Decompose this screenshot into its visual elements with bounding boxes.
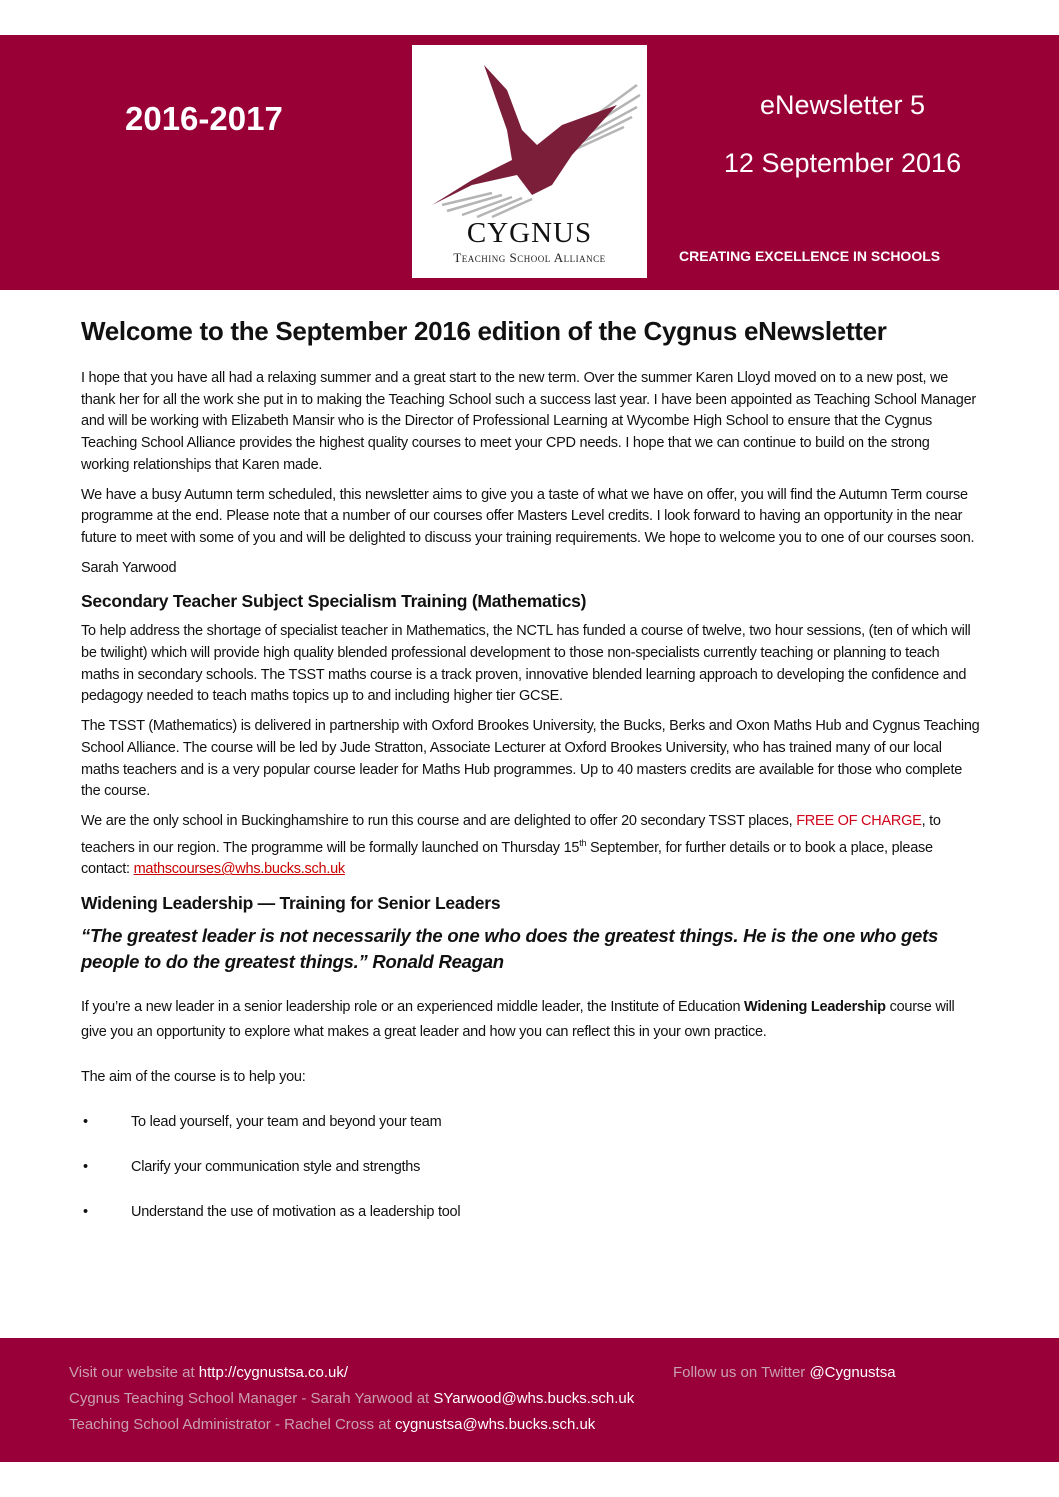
superscript: th [579, 837, 587, 848]
text: We are the only school in Buckinghamshire to run this course and are delighted to offer 20 secondary TSST places, [81, 812, 797, 829]
newsletter-date: 12 September 2016 [723, 148, 962, 178]
tagline: CREATING EXCELLENCE IN SCHOOLS [679, 248, 941, 264]
footer [0, 1338, 1059, 1462]
tsst-heading: Secondary Teacher Subject Specialism Training (Mathematics) [81, 591, 587, 612]
footer-website [69, 1364, 348, 1381]
free-of-charge: FREE OF CHARGE [796, 812, 922, 829]
tsst-paragraph: To help address the shortage of specialist teacher in Mathematics, the NCTL has funded a course of twelve, two hour sessions, (ten of which will be twilight) which will provide high quality blended professional development to those non-specialists currently teaching or planning to teach maths in secondary schools. The TSST maths course is a track proven, innovative blended learning approach to developing the confidence and pedagogy needed to teach maths topics up to and including higher tier GCSE. [81, 623, 971, 705]
admin-email-link[interactable]: cygnustsa@whs.bucks.sch.uk [394, 1416, 596, 1433]
leadership-aim: The aim of the course is to help you: [81, 1068, 306, 1085]
footer-twitter [673, 1364, 896, 1381]
school-year: 2016-2017 [125, 100, 283, 137]
maths-email-link[interactable]: mathscourses@whs.bucks.sch.uk [133, 861, 345, 878]
website-link[interactable]: http://cygnustsa.co.uk/ [198, 1364, 349, 1381]
intro-paragraph: We have a busy Autumn term scheduled, this newsletter aims to give you a taste of what we have on offer, you will find the Autumn Term course programme at the end. Please note that a number of our courses offer Masters Level credits. I look forward to having an opportunity in the near future to meet with some of you and will be delighted to discuss your training requirements. We hope to welcome you to one of our courses soon. [81, 486, 975, 546]
footer-admin [69, 1416, 595, 1433]
twitter-link[interactable]: @Cygnustsa [809, 1364, 896, 1381]
logo-subtitle: Teaching School Alliance [453, 250, 606, 265]
label: Visit our website at [69, 1364, 199, 1381]
leadership-heading: Widening Leadership — Training for Senior Leaders [81, 892, 501, 913]
label: Follow us on Twitter [673, 1364, 810, 1381]
label: Cygnus Teaching School Manager - Sarah Yarwood at [69, 1390, 434, 1407]
tsst-paragraph: The TSST (Mathematics) is delivered in partnership with Oxford Brookes University, the Bucks, Berks and Oxon Maths Hub and Cygnus Teaching School Alliance. The course will be led by Jude Stratton, Associate Lecturer at Oxford Brookes University, who has trained many of our local maths teachers and is a very popular course leader for Maths Hub programmes. Up to 40 masters credits are available for those who complete the course. [81, 718, 980, 800]
newsletter-issue: eNewsletter 5 [759, 90, 926, 120]
text: If you’re a new leader in a senior leadership role or an experienced middle leader, the Institute of Education [81, 998, 745, 1015]
label: Teaching School Administrator - Rachel Cross at [69, 1416, 395, 1433]
intro-paragraph: I hope that you have all had a relaxing summer and a great start to the new term. Over the summer Karen Lloyd moved on to a new post, we thank her for all the work she put in to making the Teaching School such a success last year. I have been appointed as Teaching School Manager and will be working with Elizabeth Mansir who is the Director of Professional Learning at Wycombe High School to ensure that the Cygnus Teaching School Alliance provides the highest quality courses to meet your CPD needs. I hope that we can continue to build on the strong working relationships that Karen made. [81, 370, 976, 473]
tsst-paragraph [81, 811, 981, 881]
page-title: Welcome to the September 2016 edition of the Cygnus eNewsletter [81, 316, 887, 346]
text: course will give you an opportunity to explore what makes a great leader and how you can reflect this in your own practice. [81, 998, 955, 1040]
swan-icon [412, 45, 647, 220]
signature: Sarah Yarwood [81, 559, 177, 576]
text: , to teachers in our region. The programme will be formally launched on Thursday 15 [81, 812, 941, 856]
logo-name: CYGNUS [466, 217, 593, 249]
footer-manager [69, 1390, 634, 1407]
list-item: • To lead yourself, your team and beyond your team [81, 1110, 981, 1155]
course-name: Widening Leadership [744, 998, 886, 1015]
list-item: • Understand the use of motivation as a leadership tool [81, 1200, 981, 1245]
aims-list [81, 1110, 981, 1245]
manager-email-link[interactable]: SYarwood@whs.bucks.sch.uk [433, 1390, 635, 1407]
quote: “The greatest leader is not necessarily the one who does the greatest things. He is the one who gets people to do the greatest things.” Ronald Reagan [81, 924, 939, 972]
text: September, for further details or to book a place, please contact: [81, 839, 933, 878]
list-item: • Clarify your communication style and strengths [81, 1155, 981, 1200]
main-content [81, 314, 981, 1245]
cygnus-logo [412, 45, 647, 278]
leadership-paragraph [81, 995, 981, 1045]
